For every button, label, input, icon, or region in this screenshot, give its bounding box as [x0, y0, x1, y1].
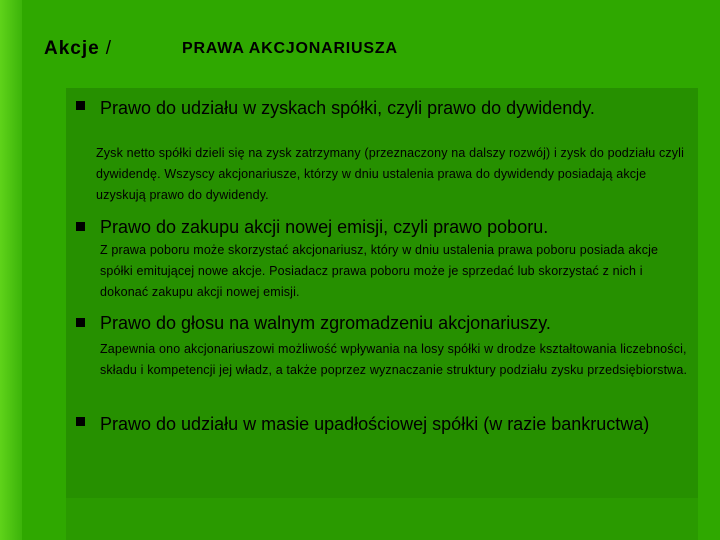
- bullet-square-icon: [76, 101, 85, 110]
- slide-title: [44, 38, 112, 60]
- right-heading-dividend: Prawo do udziału w zyskach spółki, czyli prawo do dywidendy.: [100, 98, 595, 118]
- right-detail-dividend: Zysk netto spółki dzieli się na zysk zatrzymany (przeznaczony na dalszy rozwój) i zysk do podziału czyli dywidendę. Wszyscy akcjonariusze, którzy w dniu ustalenia prawa do dywidendy posiadają akcje uzyskują prawo do dywidendy.: [96, 146, 685, 202]
- right-detail-voting: Zapewnia ono akcjonariuszowi możliwość wpływania na losy spółki w drodze kształtowania liczebności, składu i kompetencji jej władz, a także poprzez wyznaczanie struktury podziału zysku przedsiębiorstwa.: [100, 342, 688, 377]
- left-accent-strip: [0, 0, 22, 540]
- right-heading-voting: Prawo do głosu na walnym zgromadzeniu akcjonariuszy.: [100, 313, 551, 333]
- right-heading-bankruptcy: Prawo do udziału w masie upadłościowej spółki (w razie bankructwa): [100, 414, 650, 434]
- title-separator: /: [105, 38, 112, 59]
- content-panel-bottom: [66, 498, 698, 540]
- bullet-square-icon: [76, 417, 85, 426]
- slide-title-text: Akcje: [44, 38, 100, 59]
- bullet-square-icon: [76, 318, 85, 327]
- right-detail-preemption: Z prawa poboru może skorzystać akcjonariusz, który w dniu ustalenia prawa poboru posiada akcje spółki emitującej nowe akcje. Posiadacz prawa poboru może je sprzedać lub skorzystać z nich i dokonać zakupu akcji nowej emisji.: [100, 243, 659, 299]
- right-heading-preemption: Prawo do zakupu akcji nowej emisji, czyli prawo poboru.: [100, 217, 549, 237]
- bullet-square-icon: [76, 222, 85, 231]
- slide-subtitle: PRAWA AKCJONARIUSZA: [182, 40, 398, 57]
